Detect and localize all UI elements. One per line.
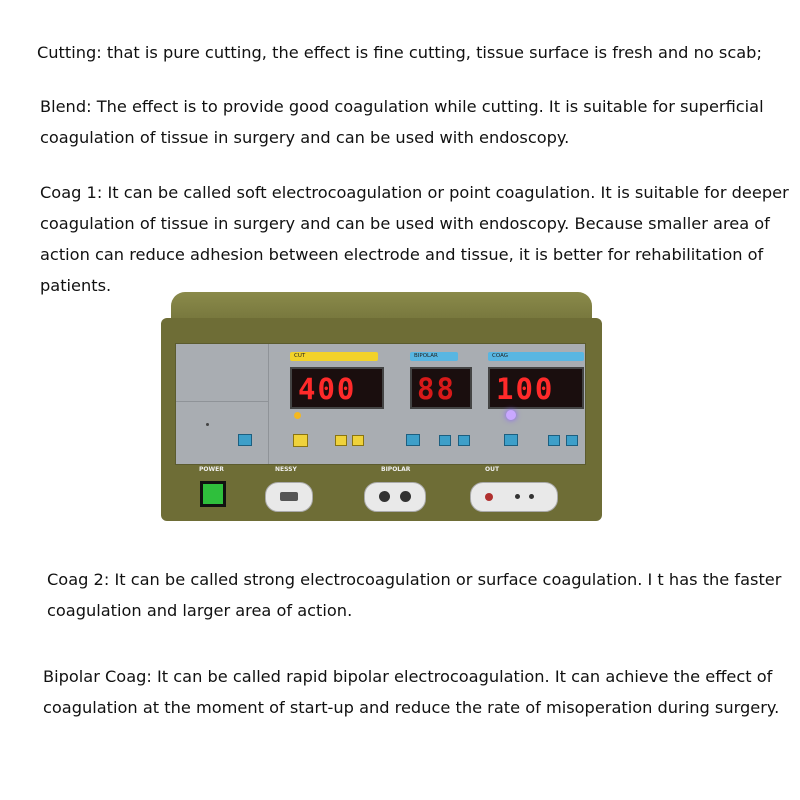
- bipolar-mode-button: [406, 434, 420, 446]
- panel-left-section: [176, 344, 269, 464]
- bipolar-down-button: [458, 435, 470, 446]
- electrosurgical-unit-photo: [153, 276, 610, 523]
- paragraph-coag1: Coag 1: It can be called soft electrocoagulation or point coagulation. It is suitable for deeper coagulation of tissue in surgery and can be used with endoscopy. Because smaller area of action can reduce adhesion between electrode and tissue, it is better for rehabilitation of patients.: [40, 183, 789, 295]
- cut-indicator-led: [294, 412, 301, 419]
- paragraph-cutting: Cutting: that is pure cutting, the effect is fine cutting, tissue surface is fresh and no scab;: [37, 43, 762, 62]
- power-label: POWER: [199, 466, 224, 473]
- coag-display: 100: [488, 367, 584, 409]
- paragraph-coag2: Coag 2: It can be called strong electrocoagulation or surface coagulation. I t has the faster coagulation and larger area of action.: [47, 570, 782, 620]
- bipolar-socket-label: BIPOLAR: [381, 466, 411, 473]
- bipolar-up-button: [439, 435, 451, 446]
- monopolar-socket: [265, 482, 313, 512]
- mode-button: [238, 434, 252, 446]
- paragraph-blend: Blend: The effect is to provide good coagulation while cutting. It is suitable for superficial coagulation of tissue in surgery and can be used with endoscopy.: [40, 97, 764, 147]
- cut-mode-button: [293, 434, 308, 447]
- power-switch: [200, 481, 226, 507]
- paragraph-bipolar: Bipolar Coag: It can be called rapid bipolar electrocoagulation. It can achieve the effect of coagulation at the moment of start-up and reduce the rate of misoperation during surgery.: [43, 667, 780, 717]
- coag-indicator-led: [506, 410, 516, 420]
- cut-up-button: [335, 435, 347, 446]
- bipolar-tag: BIPOLAR: [410, 352, 458, 361]
- cut-tag: CUT: [290, 352, 378, 361]
- output-socket: [470, 482, 558, 512]
- bipolar-display: 88: [410, 367, 472, 409]
- cut-down-button: [352, 435, 364, 446]
- coag-down-button: [566, 435, 578, 446]
- cut-display: 400: [290, 367, 384, 409]
- control-panel: [175, 343, 586, 465]
- coag-mode-button: [504, 434, 518, 446]
- out-label: OUT: [485, 466, 500, 473]
- coag-tag: COAG: [488, 352, 584, 361]
- bipolar-socket: [364, 482, 426, 512]
- coag-up-button: [548, 435, 560, 446]
- brand-label: NESSY: [275, 466, 297, 473]
